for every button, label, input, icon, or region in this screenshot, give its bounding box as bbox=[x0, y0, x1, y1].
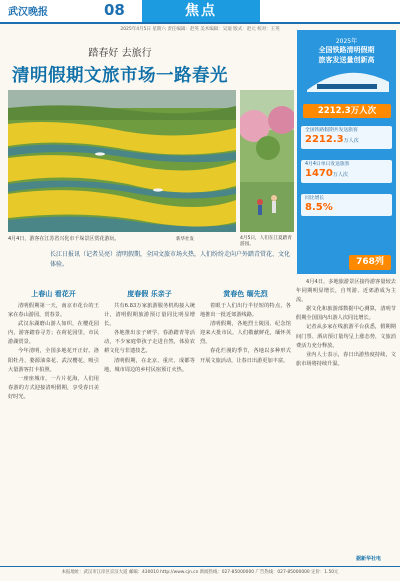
dateline: 2025年4月5日 星期六 责任编辑：赵英 美术编辑：吴迪 版式：赵元 校对：王英 bbox=[120, 27, 280, 32]
side-photo-caption: 4月5日，人们在江夏踏青游园。 bbox=[240, 236, 292, 247]
article-column-4 bbox=[296, 278, 396, 561]
info-box-growth-label: 同比增长 bbox=[305, 196, 325, 201]
article-source: 据新华社电 bbox=[356, 556, 382, 562]
page-number: 08 bbox=[104, 1, 125, 19]
paragraph: 共有6.83万家旅游服务机构接入统计，清明假期旅游预订量同比明显增长。 bbox=[104, 303, 195, 328]
paragraph: 清明假期第一天，南京市花台的王家在春山游园，赏春景。 bbox=[8, 303, 99, 319]
paragraph: 武汉东湖磨山游人如织，在樱花园内，游客踏春寻芳；在荷花园里，市民游湖赏景。 bbox=[8, 321, 99, 346]
article-column-3 bbox=[200, 286, 291, 561]
article-lead: 长江日报讯（记者吴亮）清明假期，全国文旅市场火热，人们纷纷走向户外踏青赏花、文化体验。 bbox=[50, 251, 291, 268]
info-foot-stat: 768列 bbox=[349, 255, 391, 270]
article-kicker: 踏春好 去旅行 bbox=[88, 48, 152, 59]
paragraph: 4月4日，多地旅游景区接待游客量较去年同期明显增长，自驾游、近郊游成为主流。 bbox=[296, 279, 396, 304]
info-box-daily bbox=[301, 160, 392, 183]
paragraph: 据文化和旅游部数据中心测算，清明节假期全国国内出游人次同比增长。 bbox=[296, 306, 396, 322]
paragraph: 各地推出亲子研学、春游踏青等活动，不少家庭带孩子走进自然，体验农耕文化与非遗技艺。 bbox=[104, 330, 195, 355]
paragraph: 着眼于人们出行半径短的特点，各地推出一批近郊游线路。 bbox=[200, 303, 291, 319]
info-box-daily-value: 1470 bbox=[305, 168, 333, 179]
info-title-1: 全国铁路清明假期 bbox=[318, 46, 375, 54]
info-title-2: 旅客发送量创新高 bbox=[318, 56, 375, 64]
park-image bbox=[240, 90, 294, 232]
info-big-stat: 2212.3万人次 bbox=[303, 104, 391, 118]
info-box-daily-label: 4月4日单日发送旅客 bbox=[305, 162, 350, 167]
column-3-subhead: 赏春色 缅先烈 bbox=[223, 290, 268, 298]
info-box-total bbox=[301, 126, 392, 149]
info-box-growth bbox=[301, 194, 392, 216]
article-column-1 bbox=[8, 286, 99, 561]
masthead-rule bbox=[0, 22, 400, 24]
main-photo bbox=[8, 90, 236, 232]
flower-field-image bbox=[8, 90, 236, 232]
footer-rule bbox=[0, 566, 400, 567]
photo-caption: 4月4日，游客在江苏省兴化市千垛景区赏花游玩。 bbox=[8, 236, 120, 242]
paragraph: 业内人士表示，春日出游热度持续，文旅市场将持续升温。 bbox=[296, 351, 396, 367]
info-box-growth-value: 8.5% bbox=[305, 202, 333, 213]
paper-name: 武汉晚报 bbox=[8, 7, 48, 18]
paragraph: 记者从多家在线旅游平台获悉，假期期间门票、酒店预订量均呈上涨态势，文旅消费活力充分释放。 bbox=[296, 324, 396, 349]
info-year: 2025年 bbox=[335, 38, 358, 45]
column-1-subhead: 上春山 看花开 bbox=[31, 290, 76, 298]
rail-infographic bbox=[297, 30, 396, 274]
paragraph: 清明假期，各地烈士陵园、纪念馆迎来大批市民，人们敬献鲜花，缅怀英烈。 bbox=[200, 321, 291, 346]
info-box-daily-unit: 万人次 bbox=[332, 172, 348, 178]
paragraph: 清明假期，在北京、重庆、成都等地，城市周边的乡村民宿预订火热。 bbox=[104, 357, 195, 373]
info-box-total-unit: 万人次 bbox=[343, 138, 359, 144]
photo-credit: 新华社发 bbox=[176, 237, 194, 242]
masthead bbox=[0, 0, 400, 22]
side-photo bbox=[240, 90, 294, 232]
footer: 本报地址：武汉市江岸区京汉大道 邮编：430010 http://www.cjn.cn 新闻热线：027-85000000 广告热线：027-85000000 定价：1.50元 bbox=[61, 570, 339, 575]
info-box-total-value: 2212.3 bbox=[305, 134, 344, 145]
paragraph: 春花烂漫的季节，各地以多种形式开展文旅活动，让春日出游更加丰富。 bbox=[200, 348, 291, 364]
article-headline: 清明假期文旅市场一路春光 bbox=[12, 66, 228, 86]
column-2-subhead: 度春假 乐亲子 bbox=[127, 290, 172, 298]
article-column-2 bbox=[104, 286, 195, 561]
paragraph: 今年清明，全国多地花开正好。洛阳牡丹、婺源油菜花、武汉樱花，吸引大量游客打卡拍照。 bbox=[8, 348, 99, 373]
info-box-total-label: 全国铁路假期共发送旅客 bbox=[305, 128, 358, 133]
paragraph: 一座座城市，一片片花海，人们用春游的方式迎接清明假期，享受春日美好时光。 bbox=[8, 375, 99, 400]
section-tab: 焦点 bbox=[142, 0, 260, 22]
